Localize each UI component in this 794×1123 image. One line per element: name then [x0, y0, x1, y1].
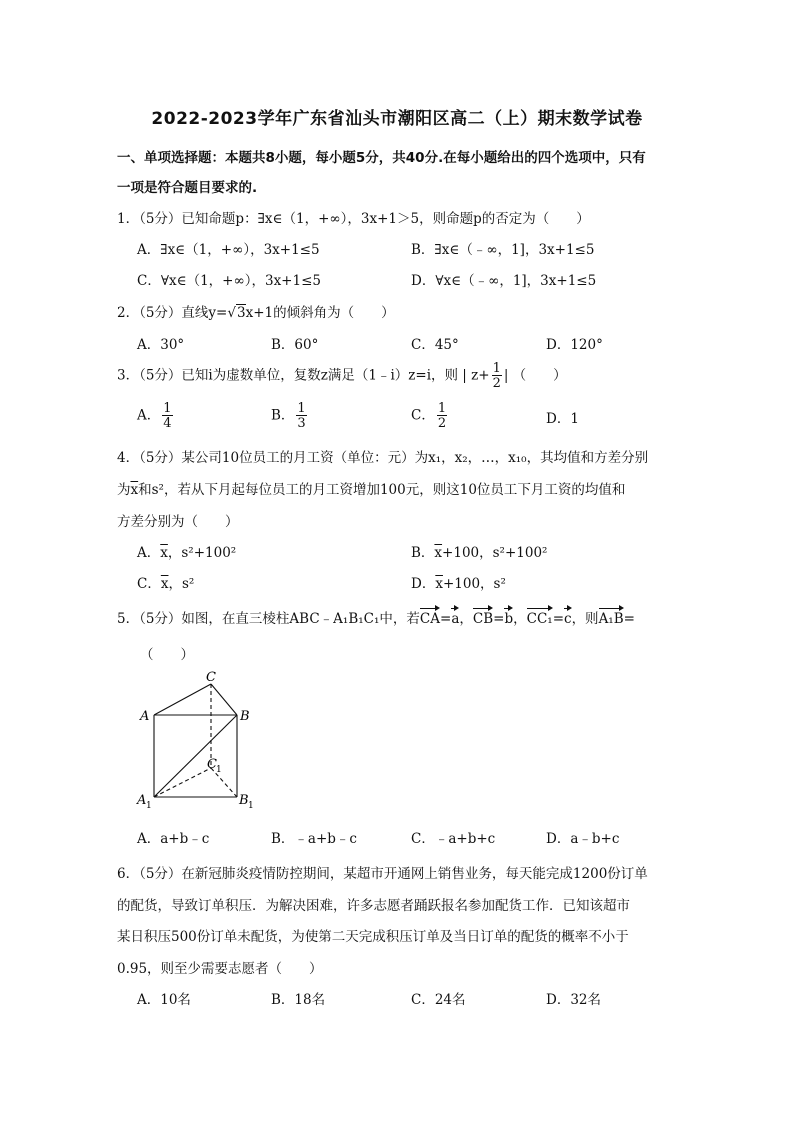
- q1-option-a: A．∃x∈（1，+∞），3x+1≤5: [137, 242, 320, 258]
- hidden-edge-a1-c1: [154, 768, 211, 797]
- q4-option-a-label: A．: [137, 545, 161, 561]
- q4-line2-rest: 和s²，若从下月起每位员工的月工资增加100元，则这10位员工下月工资的均值和: [138, 482, 626, 498]
- q6-line1: 6．（5分）在新冠肺炎疫情防控期间，某超市开通网上销售业务，每天能完成1200份订单: [117, 866, 648, 882]
- q6-option-d: D．32名: [546, 992, 602, 1008]
- frac-den: 4: [163, 416, 172, 431]
- q4-line2: [117, 478, 625, 498]
- q4-line1: 4．（5分）某公司10位员工的月工资（单位：元）为x₁，x₂，…，x₁₀，其均值和方差分别: [117, 450, 649, 466]
- q3-option-c: [411, 402, 449, 430]
- q3-option-a-label: A．: [137, 407, 161, 424]
- q1-stem: 1．（5分）已知命题p：∃x∈（1，+∞），3x+1＞5，则命题p的否定为（ ）: [117, 211, 590, 227]
- label-b1-sub: 1: [248, 801, 254, 811]
- q6-line3: 某日积压500份订单未配货，为使第二天完成积压订单及当日订单的配货的概率不小于: [117, 929, 629, 945]
- q4-option-d-label: D．: [411, 576, 436, 592]
- q3-stem-post: | （ ）: [503, 367, 567, 384]
- q4-xbar: $\overline{x}$: [130, 482, 139, 498]
- q3-frac-den: 2: [492, 376, 501, 391]
- q3-option-b: [271, 402, 309, 430]
- q5-vector-b: b: [504, 608, 513, 627]
- q5-eq: =: [623, 611, 635, 627]
- section-heading-line1: 一、单项选择题：本题共8小题，每小题5分，共40分.在每小题给出的四个选项中，只有: [117, 150, 646, 166]
- q5-vector-a: a: [451, 608, 459, 627]
- q5-vector-ca: CA: [420, 608, 440, 627]
- edge-a-c: [154, 684, 211, 715]
- q6-line4: 0.95，则至少需要志愿者（ ）: [117, 961, 323, 977]
- q4-option-d-xbar: $\overline{x}$: [435, 576, 443, 592]
- label-b: B: [240, 709, 250, 724]
- label-c1: C: [207, 757, 217, 772]
- q5-sep: ，: [459, 611, 473, 627]
- q4-option-d: [411, 572, 506, 592]
- q5-stem: [117, 607, 635, 627]
- q5-sep: ，: [513, 611, 527, 627]
- sqrt-sign: √: [227, 305, 236, 321]
- q4-option-c-rest: ，s²: [168, 576, 195, 592]
- q2-stem-pre: 2．（5分）直线y=: [117, 305, 228, 321]
- segment-a1-b: [154, 715, 237, 797]
- q6-option-c: C．24名: [411, 992, 466, 1008]
- q3-option-c-fraction: [437, 402, 447, 430]
- label-a1: A: [137, 793, 147, 808]
- q2-option-c: C．45°: [411, 337, 459, 353]
- edge-c-b: [211, 684, 237, 715]
- q4-option-c-xbar: $\overline{x}$: [160, 576, 169, 592]
- q4-option-c: [137, 572, 194, 592]
- section-heading-line2: 一项是符合题目要求的.: [117, 180, 258, 196]
- q4-option-a-rest: ，s²+100²: [167, 545, 237, 561]
- q3-option-b-label: B．: [271, 407, 295, 424]
- q3-frac-num: 1: [492, 361, 501, 376]
- q6-line2: 的配货，导致订单积压．为解决困难，许多志愿者踊跃报名参加配货工作．已知该超市: [117, 898, 630, 914]
- q6-option-b: B．18名: [271, 992, 326, 1008]
- frac-num: 1: [163, 401, 172, 416]
- label-a: A: [140, 709, 150, 724]
- q2-stem: [117, 301, 395, 321]
- q3-option-a: [137, 402, 175, 430]
- q1-option-d: D．∀x∈（﹣∞，1]，3x+1≤5: [411, 273, 597, 289]
- q1-option-b: B．∃x∈（﹣∞，1]，3x+1≤5: [411, 242, 595, 258]
- q6-option-a: A．10名: [137, 992, 191, 1008]
- q4-line2-pre: 为: [117, 482, 131, 498]
- label-a1-sub: 1: [146, 801, 152, 811]
- q2-option-b: B．60°: [271, 337, 319, 353]
- q4-option-b: [411, 541, 547, 561]
- frac-den: 3: [297, 416, 306, 431]
- q3-option-d: D．1: [546, 411, 579, 427]
- q3-option-b-fraction: [296, 402, 306, 430]
- q5-eq: =: [552, 611, 564, 627]
- q4-option-a-xbar: $\overline{x}$: [160, 545, 168, 561]
- q5-eq: =: [440, 611, 452, 627]
- hidden-edge-c1-b1: [211, 768, 237, 797]
- q5-stem-pre: 5．（5分）如图，在直三棱柱ABC﹣A₁B₁C₁中，若: [117, 611, 420, 627]
- label-c: C: [206, 670, 216, 685]
- q4-option-c-label: C．: [137, 576, 161, 592]
- exam-title: 2022-2023学年广东省汕头市潮阳区高二（上）期末数学试卷: [151, 109, 643, 129]
- q5-sep: ，则: [571, 611, 599, 627]
- q5-option-a: A．a+b﹣c: [137, 831, 210, 847]
- q5-vector-cc1: CC₁: [527, 608, 553, 627]
- q2-stem-post: x+1的倾斜角为（ ）: [245, 305, 395, 321]
- q5-option-b: B．﹣a+b﹣c: [271, 831, 357, 847]
- q4-option-b-label: B．: [411, 545, 435, 561]
- q4-option-a: [137, 541, 236, 561]
- q2-option-a: A．30°: [137, 337, 185, 353]
- q3-option-a-fraction: [162, 402, 172, 430]
- q4-option-b-xbar: $\overline{x}$: [434, 545, 443, 561]
- q3-fraction: [492, 362, 502, 390]
- frac-num: 1: [437, 401, 447, 416]
- q2-root: 3: [236, 305, 246, 321]
- frac-num: 1: [297, 401, 306, 416]
- q5-option-c: C．﹣a+b+c: [411, 831, 496, 847]
- q3-option-c-label: C．: [411, 407, 435, 424]
- q1-option-c: C．∀x∈（1，+∞），3x+1≤5: [137, 273, 321, 289]
- q5-answer-paren: （ ）: [140, 647, 194, 663]
- label-c1-sub: 1: [216, 765, 222, 775]
- q5-vector-a1b: A₁B: [599, 608, 624, 627]
- q2-option-d: D．120°: [546, 337, 603, 353]
- q5-vector-cb: CB: [473, 608, 493, 627]
- q5-option-d: D．a﹣b+c: [546, 831, 620, 847]
- q4-option-b-rest: +100，s²+100²: [442, 545, 548, 561]
- frac-den: 2: [437, 416, 447, 431]
- q4-option-d-rest: +100，s²: [442, 576, 506, 592]
- q3-stem: [117, 362, 567, 390]
- label-b1: B: [239, 793, 249, 808]
- q5-vector-c: c: [564, 608, 572, 627]
- prism-figure: [134, 664, 264, 814]
- q3-stem-pre: 3．（5分）已知i为虚数单位，复数z满足（1﹣i）z=i，则 | z+: [117, 367, 490, 384]
- q4-line3: 方差分别为（ ）: [117, 514, 239, 530]
- q5-eq: =: [493, 611, 505, 627]
